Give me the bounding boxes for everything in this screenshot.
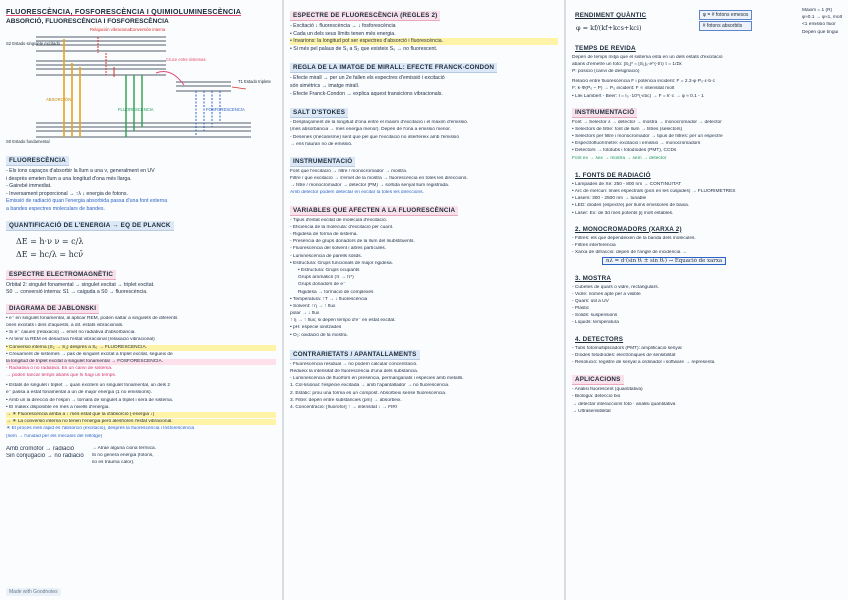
section-heading: REGLA DE LA IMATGE DE MIRALL: EFECTE FRANCK-CONDON <box>290 63 497 73</box>
note-line: Filtre / que excitació → s'emet de la mostra → fluorescència en totes les direccions. <box>290 176 468 182</box>
note-line: - Tipus d'estat excitat de molècula d'excitació. <box>290 217 388 223</box>
section-heading: INSTRUMENTACIÓ <box>290 157 355 167</box>
note-line: - Efecte Franck-Condon → explica aquest transicions vibracionals. <box>290 90 443 97</box>
note-line: Si no genera energia (fotons, <box>91 452 154 458</box>
note-line: - Díodes fotodíodes: electròniques de sensibilitat <box>572 352 676 358</box>
section-heading: DIAGRAMA DE JABLONSKI <box>6 304 99 314</box>
section-heading: 4. DETECTORS <box>575 335 624 343</box>
note-line: • Laser: Ex: de 3d més potents [i] molt estables. <box>572 210 674 216</box>
note-line: • Espectrofluorímetre: excitació i emissió → monocromadors <box>572 141 701 147</box>
note-line: - Presència de grups donadors de la llum del Isubstituents. <box>290 239 415 245</box>
note-line: Emissió de radiació quan l'energia absorbida passa d'una font externa <box>6 198 168 205</box>
note-line: - Excitació ↓ fluorescència → ↓ fosforescència <box>290 23 396 29</box>
note-line: - Eficiència de la molècula: d'excitació per cuant. <box>290 224 394 230</box>
note-line: S0 → conversió interna: S1 → caiguda a S0 → fluorescència. <box>6 289 148 296</box>
note-line: - Filtres: els que dependeixen de la banda dels molècules. <box>572 235 696 241</box>
section-heading: 2. MONOCROMADORS (XARXA 2) <box>575 225 682 233</box>
state-t1-label: T1 Estado triplete <box>238 79 271 84</box>
note-line: Sin conjugació → no radiació <box>6 453 84 460</box>
note-line: i desprès emeten llum a una longitud d'ona més llarga. <box>6 175 132 182</box>
note-line: • pH: espècie ionitzades <box>290 325 342 331</box>
note-line: - Plàstic <box>572 306 590 312</box>
section-heading: APLICACIONS <box>572 375 624 385</box>
note-line: - Fluorescència residual → no podem calcular concentració. <box>290 361 418 367</box>
note-line: Orbital 2: singulet fonamental → singulet excitat → triplet excitat. <box>6 281 155 288</box>
note-line: → poden tancar temps abans que hi hagi un temps. <box>6 373 117 379</box>
section-heading: CONTRARIETATS / APANTALLAMENTS <box>290 350 420 360</box>
note-line: Depèn de temps mitjà que el sistema està en un dels estats d'excitació <box>572 54 723 60</box>
note-line: - Radiativa o no radiativa. És un canvi de sistema. <box>6 366 113 372</box>
note-line: • Estructura: Grups funcionals de major rigidesa. <box>290 260 393 266</box>
energy-formula: ΔE = hc/λ = hcν̄ <box>16 249 84 259</box>
note-line: Font → Selector λ → detector → mostra → monocromador → detector <box>572 119 722 125</box>
section-heading: ESPECTRE ELECTROMAGNÈTIC <box>6 270 116 280</box>
note-line: són simètrics → imatge mirall. <box>290 82 360 89</box>
section-heading: 3. MOSTRA <box>575 274 612 282</box>
section-heading: INSTRUMENTACIÓ <box>572 108 637 118</box>
note-line: • Làmpades de Xe: 250 - 800 nm → CONTINUÏTAT <box>572 181 682 187</box>
note-line: • Si més pel palaus de S₁ a S₂ que existeix S₀ → no fluorescent. <box>290 45 438 52</box>
page-subtitle: ABSORCIÓ, FLUORESCÈNCIA I FOSFORESCÈNCIA <box>6 18 169 25</box>
note-line: Font que l'excitació → filtre / monocromador → mostra. <box>290 168 408 174</box>
note-line: ↑ η → ↑ flux; si depèn tempo d'e⁻ en estat excitat. <box>290 318 396 324</box>
bottom-notes <box>6 446 276 468</box>
note-line: • e⁻ en singulet fonamental, al aplicar REM, poden saltar a singulets de diferents <box>6 315 178 321</box>
note-line: - Luminescència de parells sòlids. <box>290 253 362 259</box>
note-line: 3. Filtre: depèn entre substàncies (pm) → absorbeix. <box>290 397 402 403</box>
section-heading: VARIABLES QUE AFECTEN A LA FLUORESCÈNCIA <box>290 206 458 216</box>
goodnotes-watermark: Made with Goodnotes <box>6 588 61 596</box>
note-line: • Creuament de sistemes → pas de singulet excitat a triplet excitat, segueix de <box>6 351 173 357</box>
section-heading: ESPECTRE DE FLUORESCÈNCIA (REGLES 2) <box>290 11 440 21</box>
note-line: Depèn que tingui <box>801 29 839 35</box>
legend-emitted: φ = # fotons emesos <box>699 10 753 20</box>
section-heading: RENDIMENT QUÀNTIC <box>575 12 647 19</box>
note-line: 1. Col·lisional: l'espècie excitada → amb l'apantallador → no fluorescència. <box>290 383 450 389</box>
quantum-yield-formula: φ = kf/(kf+kcs+kci) <box>576 24 642 32</box>
note-line: • Selectors de filtre: font de llum → filtres (selectors) <box>572 126 683 132</box>
notes-page-2 <box>284 0 564 600</box>
note-line: <1 emissió fluor <box>801 22 836 28</box>
note-line: → ☀ La conversió interna no tenen l'energia però aleshores l'estat vibracional. <box>6 419 276 425</box>
note-line: - Desenes (mecanisme) sent que pel que l'excitació no interfereix amb l'emissió <box>290 134 459 140</box>
note-line: - Els ions capaços d'absorbir la llum a una ν, generalment en UV <box>6 168 155 174</box>
note-line: Amb detector podem detectar en excitar la totes les direccions. <box>290 190 424 196</box>
note-line: • Solvent: ↑η → ↑ flux <box>290 303 336 309</box>
state-s2-label: S2 Estado singulete excitado <box>6 41 61 46</box>
note-line: - Luminescència de fluorfors en presència, permanganats i espècies amb metalls. <box>290 376 464 382</box>
note-line: → filtre / monocromador → detector (PM) → sortida senyal llum registrada. <box>290 183 450 189</box>
note-line: - Anàlisi fluorescent (quantitativa) <box>572 387 643 393</box>
note-line: Redueix la intensitat de fluorescència d'una dels substància. <box>290 369 419 375</box>
note-line: Màxim = 1 (R) <box>801 8 833 13</box>
note-line: Relació entre fluorescència F i potència incident: F = 2.3·φ·P₀·ε·b·c <box>572 79 716 85</box>
note-line: (nem → l'unidad per els mecanis del rellotge) <box>6 433 103 439</box>
note-line: - Sòlids: suspensions <box>572 313 618 319</box>
note-line: abans d'emetre un foto: [S₁]* = [S₁]₀·e^(-t/τ) τ = 1/Σk <box>572 61 682 67</box>
note-line: • Llei Lambert - Beer: I = I₀ ·10^(-εbc) → F = k'·c → φ ≈ 0.1 - 1 <box>572 93 704 99</box>
section-heading: FLUORESCÈNCIA <box>6 156 69 166</box>
note-line: • Amb un la direcció de l'espín → tornarà de singulet a triplet i serà de sistema. <box>6 397 174 403</box>
note-line: → detectar interaccions fotó · anàlisi quantitativa <box>572 401 676 407</box>
absorption-label: ABSORCIÓN <box>46 97 72 102</box>
note-line: - Efecte mirall → per un 2e fallen els espectres d'emissió i excitació <box>290 75 445 82</box>
planck-formula: ΔE = h·ν ν = c/λ <box>16 236 84 246</box>
quantum-yield-block <box>572 4 842 37</box>
quantum-yield-legend <box>699 10 753 31</box>
note-line: F: k·Φ(P₀ − P) → P₀ incident: F ∝ intensitat molt <box>572 86 675 92</box>
note-line: • Estats de singulet i triplet → quan excitem un singulet fonamental, un dels 2 <box>6 383 171 389</box>
note-line: (més absorbància → més energia menor). Depèn de l'ona a emissió menor. <box>290 127 451 133</box>
notes-page-1 <box>0 0 282 600</box>
note-line: no es trauma calor). <box>91 459 135 465</box>
note-line: → Atrae alguna ciona térmica. <box>91 445 156 451</box>
note-line: - Biologia: detecció bio <box>572 394 621 400</box>
note-line: → ens hauran no de emissió. <box>290 141 353 147</box>
note-line: ☀ El procés més ràpid és l'absorció (excitació), després la fluorescència i fosforescència <box>6 426 195 432</box>
note-line: - Inversament proporcional → ↑λ ↓ energia de fotons. <box>6 190 128 197</box>
note-line: • Selectors per filtre i monocromador → tipus de filtres: per un espectre <box>572 134 723 140</box>
note-line: - Cubetes de quars o vidre, rectangulars. <box>572 284 659 290</box>
internal-conversion-label: Conversión interna <box>130 27 166 32</box>
note-line: Grups donadors de e⁻ <box>298 282 346 288</box>
note-line: - Filtres interferència <box>572 242 616 248</box>
notes-page-3 <box>566 0 848 600</box>
section-heading: 1. FONTS DE RADIACIÓ <box>575 171 651 179</box>
note-line: → Ultrasensibilitat <box>572 408 611 414</box>
note-line: la longitud de triplet excitat a singulet fonamental → FOSFORESCÈNCIA. <box>6 359 276 365</box>
note-line: - Líquids: temperatura <box>572 320 619 326</box>
note-line: - Resolució: registre de senyal a ordinador i software → representa <box>572 360 715 365</box>
note-line: - Tubs fotomultiplicadors (PMT): amplificació senyal <box>572 345 682 351</box>
note-line <box>602 257 842 265</box>
state-s0-label: S0 Estado fundamental <box>6 139 50 144</box>
note-line: P: posició (canvi de designació) <box>572 69 640 75</box>
note-line: → ☀ Fluorescència arriba a ↓ més estat que la d'absorció (-energia ↓) <box>6 412 276 418</box>
note-line: • Làsers: 300 - 2500 nm → tunable <box>572 196 647 202</box>
jablonski-diagram <box>6 27 276 145</box>
note-line: Rigidesa → formació de complexes <box>298 289 374 295</box>
note-line: - Quars: útil a UV <box>572 298 609 304</box>
section-heading: SALT D'STOKES <box>290 108 348 118</box>
note-line: Font ex → λex → mostra → λem → detector <box>572 155 667 161</box>
vibrational-relaxation-label: Relajación vibracional <box>90 27 131 32</box>
note-line: a bandes espectres moleculars de bandes. <box>6 205 105 212</box>
grating-equation: nλ = d·(sin θᵢ ± sin θᵣ) → Equació de xarxa <box>602 257 726 265</box>
note-line: polar → ↓ flux <box>290 311 320 317</box>
fluorescence-label: FLUORESCENCIA <box>118 107 154 112</box>
note-line: • Temperatura: ↑T → ↓ fluorescència <box>290 296 368 302</box>
note-line: - Gairebé immediat. <box>6 183 52 190</box>
note-line: Amb cromòfor → radiació <box>6 445 75 452</box>
intersystem-crossing-label: Cruce entre sistemas <box>166 57 206 62</box>
note-line: • Cada un dels seus límits tenen més energia. <box>290 30 396 37</box>
note-line: - Vidre: només apte per a visible <box>572 291 641 297</box>
note-line: 4. Concentració: [fluorofor] ↑ → intensitat ↓ → FIR! <box>290 404 398 410</box>
note-line: • Al tenir la REM es desactiva l'estat vibracional (relaxació vibracional) <box>6 337 155 343</box>
note-line: • O₂: oxidació de la mostra. <box>290 332 348 338</box>
note-line: • LED: díodes (espectre) per llums emissores de baixa. <box>572 203 690 209</box>
note-line: Grups aromàtics (π → π*) <box>298 275 354 281</box>
note-line: - Xarxa de difracció: depèn de l'angle de incidència → <box>572 250 687 256</box>
note-line: • Conversió interna (S₂ → S₁) després a S₀ → FLUORESCÈNCIA. <box>6 345 276 351</box>
note-line: e⁻ passa a estat fonamental a un de major energia (1 no emissions). <box>6 390 152 396</box>
note-line: • El mateix disponible en més a nivells d'energia. <box>6 404 110 410</box>
note-line: φ≈0.1 → φ≈1, molt <box>801 15 842 21</box>
note-line: • Estructura: Grups ocupants <box>298 267 360 273</box>
note-line: • Detectors → fototubs i fotodíodes (PMT), CCDs <box>572 148 677 154</box>
note-line: 2. Estàtic: prou una forma es un compost. Absorbeix sense fluorescència. <box>290 390 447 396</box>
section-heading: QUANTIFICACIÓ DE L'ENERGIA → EQ DE PLANCK <box>6 221 174 231</box>
legend-absorbed: # fotons absorbits <box>699 21 753 31</box>
section-heading: TEMPS DE REVIDA <box>575 44 636 52</box>
note-line: • Invarions: la longitud pot ser espectres d'absorció i fluorescència. <box>290 38 558 44</box>
note-line: • Si e⁻ caiuen (relaxació) → emet no radiativa d'absorbància. <box>6 330 136 336</box>
note-line: - Fluorescència del solvent i altres partícules. <box>290 246 386 252</box>
note-line: - Rigidesa de forma de sistema. <box>290 232 358 238</box>
note-line: ones excitats i dins d'aquests, a dif. estats vibracionals. <box>6 322 124 328</box>
phosphorescence-label: FOSFORESCENCIA <box>206 107 245 112</box>
note-line: - Desplaçament de la longitud d'ona entre el màxim d'excitació i el màxim d'emissió. <box>290 120 469 126</box>
page-title: FLUORESCÈNCIA, FOSFORESCÈNCIA I QUIMIOLUMINESCÈNCIA <box>6 7 242 16</box>
note-line: • Arc de mercuri: línies espectrals (pics en les cúspides) → FLUORÍMETRES <box>572 189 736 194</box>
